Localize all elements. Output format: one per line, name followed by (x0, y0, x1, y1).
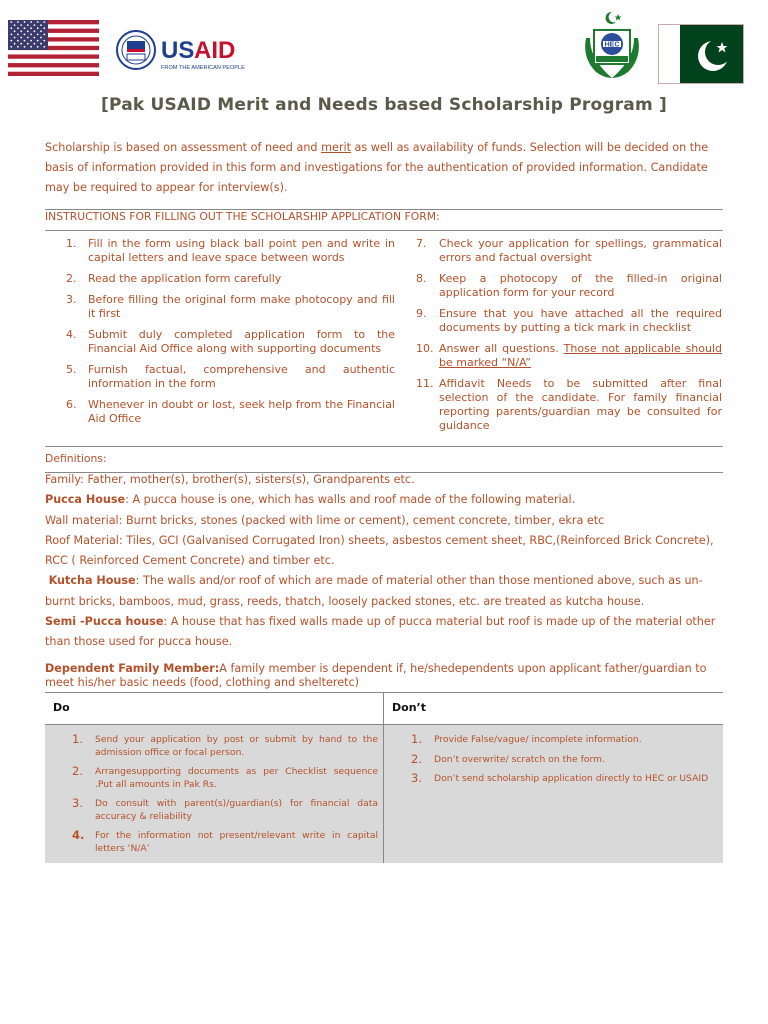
item-number: 3. (411, 771, 422, 785)
definition-wall: Wall material: Burnt bricks, stones (packed with lime or cement), cement concrete, timber, ekra etc (45, 513, 605, 527)
definition-pucca (45, 490, 725, 510)
instruction-item (45, 237, 395, 265)
item-number: 10. (416, 342, 434, 355)
do-list (45, 734, 378, 862)
definition-label: Kutcha House (48, 574, 136, 588)
dont-list (384, 734, 718, 793)
definition-roof: Roof Material: Tiles, GCI (Galvanised Corrugated Iron) sheets, asbestos cement sheet, RBC,(Reinforced Brick Concrete), RCC ( Reinforced Cement Concrete) and timber etc. (45, 533, 714, 568)
us-flag-image (8, 20, 99, 76)
list-item (384, 751, 718, 767)
do-header: Do (45, 693, 389, 724)
instructions-heading: INSTRUCTIONS FOR FILLING OUT THE SCHOLARSHIP APPLICATION FORM: (45, 210, 440, 223)
instructions-left-column (45, 237, 395, 433)
item-number: 4. (72, 828, 85, 842)
definition-text: : A pucca house is one, which has walls and roof made of the following material. (125, 493, 576, 507)
item-text: Answer all questions. (439, 342, 564, 355)
instruction-item (395, 342, 722, 370)
dont-header: Don’t (384, 693, 722, 724)
item-text: Fill in the form using black ball point pen and write in capital letters and leave space between words (88, 237, 395, 264)
item-text: Don’t overwrite/ scratch on the form. (434, 753, 605, 765)
item-text: Arrangesupporting documents as per Checklist sequence .Put all amounts in Pak Rs. (95, 766, 378, 790)
do-cell (45, 724, 383, 863)
list-item (384, 773, 718, 786)
dont-cell (384, 724, 723, 863)
item-number: 11. (416, 377, 434, 390)
item-text: Send your application by post or submit by hand to the admission office or focal person. (95, 734, 378, 758)
item-text: Check your application for spellings, grammatical errors and factual oversight (439, 237, 722, 264)
definitions-block (45, 470, 725, 653)
item-number: 6. (66, 398, 77, 411)
item-number: 2. (411, 751, 422, 766)
intro-text-part2: as well as availability of funds. Selection will be decided on the basis of information provided in this form and investigations for the authentication of provided information. Candidate may be required to appear for interview(s). (45, 141, 709, 194)
item-text: Provide False/vague/ incomplete information. (434, 734, 642, 745)
dependent-label: Dependent Family Member: (45, 662, 220, 675)
instruction-item (395, 237, 722, 265)
item-number: 3. (72, 796, 83, 810)
item-text: Affidavit Needs to be submitted after final selection of the candidate. For family financial reporting parents/guardian may be consulted for guidance (439, 377, 722, 432)
usaid-tagline: FROM THE AMERICAN PEOPLE (161, 65, 245, 71)
list-item (45, 766, 378, 791)
item-number: 5. (66, 363, 77, 376)
item-text: Submit duly completed application form to the Financial Aid Office along with supporting documents (88, 328, 395, 355)
item-underlined-text: Those not applicable should be marked “N/A” (439, 342, 723, 369)
instruction-item (45, 293, 395, 321)
instruction-item (45, 398, 395, 426)
item-number: 9. (416, 307, 427, 320)
intro-paragraph (45, 138, 725, 198)
list-item (384, 734, 718, 747)
instructions-right-column (395, 237, 722, 440)
definitions-heading: Definitions: (45, 452, 107, 465)
item-number: 4. (66, 328, 77, 341)
instruction-item (45, 328, 395, 356)
item-text: Whenever in doubt or lost, seek help from the Financial Aid Office (88, 398, 395, 425)
do-dont-table (45, 692, 723, 863)
definition-family: Family: Father, mother(s), brother(s), sisters(s), Grandparents etc. (45, 473, 415, 486)
item-text: Before filling the original form make photocopy and fill it first (88, 293, 395, 320)
intro-merit-word: merit (321, 141, 351, 154)
hec-logo (574, 8, 650, 84)
instruction-item (395, 307, 722, 335)
pakistan-flag-image (658, 24, 744, 84)
definition-label: Pucca House (45, 493, 126, 507)
definition-label: Semi -Pucca house (45, 615, 164, 629)
hec-mark: HEC (604, 41, 620, 49)
intro-text-part1: Scholarship is based on assessment of need and (45, 141, 322, 154)
svg-text:US: US (161, 37, 195, 64)
item-text: For the information not present/relevant write in capital letters ‘N/A’ (95, 830, 378, 854)
definition-text: : A house that has fixed walls made up of pucca material but roof is made up of the material other than those used for pucca house. (45, 615, 716, 649)
item-number: 1. (72, 732, 83, 746)
item-number: 8. (416, 272, 427, 285)
page-title: [Pak USAID Merit and Needs based Scholarship Program ] (101, 95, 667, 115)
instruction-item (45, 363, 395, 391)
instruction-item (395, 272, 722, 300)
definition-semi-pucca (45, 612, 725, 653)
item-text: Furnish factual, comprehensive and authentic information in the form (88, 363, 395, 390)
item-number: 3. (66, 293, 77, 306)
divider (45, 230, 723, 231)
definition-kutcha (45, 571, 725, 612)
item-text: Keep a photocopy of the filled-in original application form for your record (439, 272, 722, 299)
list-item (45, 798, 378, 823)
item-text: Do consult with parent(s)/guardian(s) for financial data accuracy & reliability (95, 798, 378, 822)
item-number: 2. (72, 764, 83, 778)
item-number: 2. (66, 272, 77, 285)
divider (45, 446, 723, 447)
definition-text: : The walls and/or roof of which are made of material other than those mentioned above, such as un-burnt bricks, bamboos, mud, grass, reeds, thatch, loosely packed stones, etc. are treated as kutcha house. (45, 574, 703, 608)
usaid-wordmark: AID (194, 37, 236, 64)
dependent-text: A family member is dependent if, he/shedependents upon applicant father/guardian to meet his/her basic needs (food, clothing and shelteretc) (45, 662, 707, 689)
list-item (45, 830, 378, 855)
usaid-logo (116, 26, 256, 76)
instruction-item (395, 377, 722, 433)
item-text: Read the application form carefully (88, 272, 282, 285)
instruction-item (45, 272, 395, 286)
item-text: Ensure that you have attached all the required documents by putting a tick mark in checklist (439, 307, 722, 334)
item-text: Don’t send scholarship application directly to HEC or USAID (434, 773, 709, 784)
item-number: 7. (416, 237, 427, 250)
table-divider (383, 693, 384, 862)
dependent-definition (45, 662, 725, 690)
list-item (45, 734, 378, 759)
item-number: 1. (411, 732, 422, 746)
item-number: 1. (66, 237, 77, 250)
